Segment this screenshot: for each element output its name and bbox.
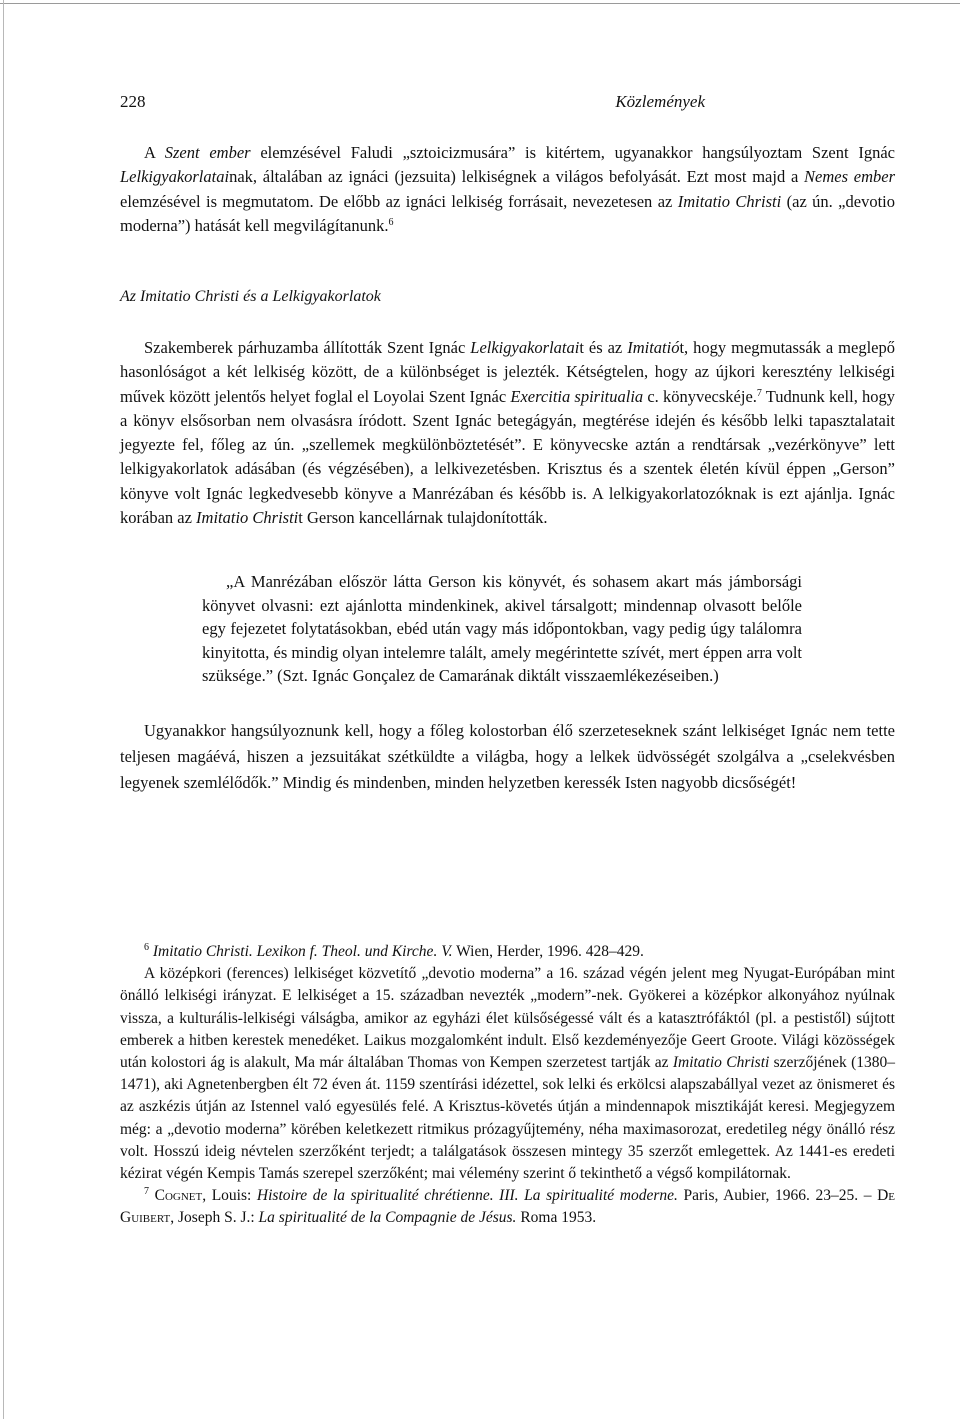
paragraph-1: A Szent ember elemzésével Faludi „sztoicizmusára” is kitértem, ugyanakkor hangsúlyoztam Szent Ignác Lelkigyakorlatainak, általában az ignáci (jezsuita) lelkiségnek a világos befolyását. Ezt most majd a Nemes ember elemzésével is megmutatom. De előbb az ignáci lelkiség forrásait, nevezetesen az Imitatio Christi (az ún. „devotio moderna”) hatását kell megvilágítanunk.$^6$ bbox=[120, 143, 895, 235]
section-heading: Az Imitatio Christi és a Lelkigyakorlatok bbox=[120, 288, 381, 305]
paragraph-3: Ugyanakkor hangsúlyoznunk kell, hogy a főleg kolostorban élő szerzeteseknek szánt lelkiséget Ignác nem tette teljesen magáévá, hiszen a jezsuitákat szétküldte a világba, hogy a lelkek üdvösségét szolgálva a „cselekvésben legyenek szemlélődők.” Mindig és mindenben, minden helyzetben keressék Isten nagyobb dicsőségét! bbox=[120, 721, 895, 792]
footnote-number: 6 bbox=[144, 942, 149, 953]
scan-edge-top bbox=[0, 3, 960, 4]
footnotes bbox=[120, 941, 895, 1230]
footnote-6-text: A középkori (ferences) lelkiséget közvetítő „devotio moderna” a 16. század végén jelent meg Nyugat-Európában mint önálló lelkiségi irányzat. E lelkiséget a 15. században nevezték „modern”-nek. Gyökerei a középkor alkonyához nyúlnak vissza, a kulturális-lelkiségi válságba, amikor az egyházi élet külsőségessé vált és a katasztrófáktól (pl. a pestistől) sújtott emberek a hitben kerestek menedéket. Laikus mozgalomként indult. Első kezdeményezője Geert Groote. Világi közösségek után kolostori ág is alakult, Ma már általában Thomas von Kempen szerzetest tartják az Imitatio Christi szerzőjének (1380–1471), aki Agnetenbergben élt 72 éven át. 1159 szentírási idézettel, sok lelki és erkölcsi alapszabállyal vezet az önismeret és az aszkézis útján az Istennel való egyesülés felé. A Krisztus-követés útján a mindennapok misztikáját keresi. Megjegyzem még: a „devotio moderna” körében keletkezett ritmikus prózagyűjtemény, néha maximasorozat, eredetileg négy önálló rész volt. Hosszú ideig névtelen szerzőként terjedt; a találgatások összesen mintegy 35 szerzőt emlegettek. Az 1441-es eredeti kézirat végén Kempis Tamás szerepel szerzőként; mai vélemény szerint ő tekinthető a végső kompilátornak. bbox=[120, 965, 895, 1183]
footnote-ref-6[interactable]: 6 bbox=[388, 216, 394, 228]
block-quote: „A Manrézában először látta Gerson kis könyvét, és sohasem akart más jámborsági könyvet olvasni: ezt ajánlotta mindenkinek, akivel társalgott; mindennap olvasott belőle egy fejezetet folytatásokban, ebéd után vagy más időpontokban, vagy pedig úgy találomra kinyitotta, és mindig olyan intelemre talált, amely megérintette szívét, mert éppen arra volt szüksége.” (Szt. Ignác Gonçalez de Camarának diktált visszaemlékezéseiben.) bbox=[202, 572, 802, 685]
footnote-7: $^7$ Cognet, Louis: Histoire de la spiritualité chrétienne. III. La spiritualité moderne. Paris, Aubier, 1966. 23–25. – De Guibert, Joseph S. J.: La spiritualité de la Compagnie de Jésus. Roma 1953. bbox=[120, 1186, 895, 1227]
footnote-number: 7 bbox=[144, 1186, 149, 1198]
page-number: 228 bbox=[120, 92, 146, 111]
journal-title: Közlemények bbox=[615, 92, 705, 111]
footnote-6: $^6$ Imitatio Christi. Lexikon f. Theol. und Kirche. V. Wien, Herder, 1996. 428–429. bbox=[144, 942, 644, 960]
running-header bbox=[120, 92, 895, 116]
paragraph-2: Szakemberek párhuzamba állították Szent Ignác Lelkigyakorlatait és az Imitatiót, hogy megmutassák a meglepő hasonlóságot a két lelkiség között, de a különbséget is jelezték. Kétségtelen, hogy az újkori keresztény lelkiségi művek között jelentős helyet foglal el Loyolai Szent Ignác Exercitia spiritualia c. könyvecskéje.$^7$ Tudnunk kell, hogy a könyv elsősorban nem olvasásra íródott. Szent Ignác betegágyán, megtérése idején és később lelki tapasztalatait jegyezte fel, főleg az ún. „szellemek megkülönböztetését”. E könyvecske aztán a rendtársak „vezérkönyve” lett lelkigyakorlatok adásában (és végzésében), a lelkivezetésben. Krisztus és a szentek életén kívül éppen „Gerson” könyve volt Ignác legkedvesebb könyve a Manrézában és később is. A lelkigyakorlatozóknak is ezt ajánlja. Ignác korában az Imitatio Christit Gerson kancellárnak tulajdonították. bbox=[120, 338, 896, 528]
footnote-ref-7[interactable]: 7 bbox=[756, 387, 762, 399]
scan-edge-left bbox=[3, 0, 4, 1419]
